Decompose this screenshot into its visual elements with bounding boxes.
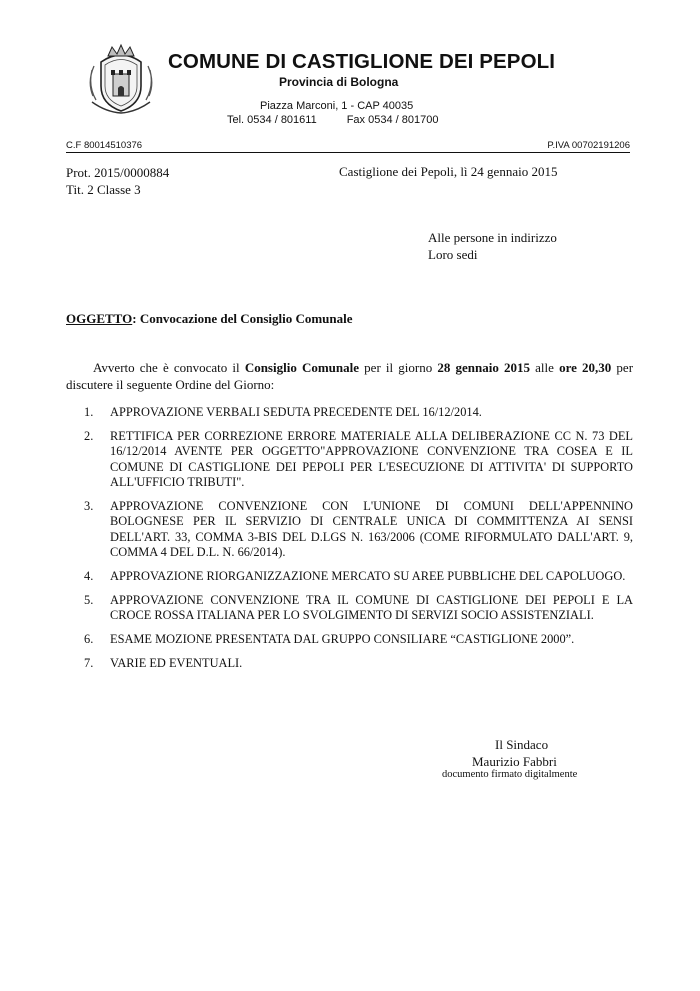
intro-time: ore 20,30 [559,360,612,375]
agenda-number: 2. [84,428,94,443]
agenda-text: APPROVAZIONE VERBALI SEDUTA PRECEDENTE DEL 16/12/2014. [110,405,482,419]
address-line: Piazza Marconi, 1 - CAP 40035 [260,100,414,112]
agenda-item [66,656,633,671]
agenda-text: APPROVAZIONE CONVENZIONE TRA IL COMUNE DI CASTIGLIONE DEI PEPOLI E LA CROCE ROSSA ITALIANA PER LO SVOLGIMENTO DI SERVIZI SOCIO ASSISTENZIALI. [110,593,633,623]
agenda-number: 7. [84,656,94,671]
telephone: Tel. 0534 / 801611 [227,114,317,126]
agenda-item [66,632,633,647]
signature-title: Il Sindaco [495,737,549,752]
agenda-number: 6. [84,632,94,647]
agenda-number: 3. [84,499,94,514]
vat-number: P.IVA 00702191206 [547,140,630,151]
signature-name: Maurizio Fabbri [472,754,557,769]
agenda-text: VARIE ED EVENTUALI. [110,656,243,671]
intro-text-4: per discutere il seguente Ordine del Giorno: [66,360,634,392]
agenda-number: 1. [84,405,94,419]
agenda-number: 5. [84,593,94,608]
intro-text-3: alle [530,360,560,375]
agenda-item [66,429,633,491]
header-divider [66,152,630,153]
agenda-item [66,499,633,561]
recipients-line-2: Loro sedi [428,247,478,262]
classification: Tit. 2 Classe 3 [66,182,141,197]
province-label: Provincia di Bologna [279,75,399,89]
intro-text-2: per il giorno [359,360,438,375]
municipality-title: COMUNE DI CASTIGLIONE DEI PEPOLI [168,50,556,73]
intro-text-1: Avverto che è convocato il [93,360,245,375]
agenda-text: RETTIFICA PER CORREZIONE ERRORE MATERIALE ALLA DELIBERAZIONE CC N. 73 DEL 16/12/2014 AVENTE PER OGGETTO"APPROVAZIONE CONVENZIONE TRA COSEA E IL COMUNE DI CASTIGLIONE DEI PEPOLI PER L'ESECUZIONE DI ATTIVITA' DI SUPPORTO ALL'UFFICIO TRIBUTI". [110,428,633,490]
subject-text: : Convocazione del Consiglio Comunale [132,311,353,326]
recipients [428,229,557,263]
agenda-text: APPROVAZIONE RIORGANIZZAZIONE MERCATO SU AREE PUBBLICHE DEL CAPOLUOGO. [110,569,626,584]
agenda-item [66,593,633,624]
agenda-number: 4. [84,569,94,584]
protocol-number: Prot. 2015/0000884 [66,165,170,180]
intro-council: Consiglio Comunale [244,360,360,375]
agenda-list [66,405,633,680]
fax: Fax 0534 / 801700 [346,114,439,126]
agenda-item [66,405,633,420]
recipients-line-1: Alle persone in indirizzo [428,230,557,245]
municipal-crest-icon [86,42,156,114]
fiscal-code: C.F 80014510376 [66,140,143,151]
intro-date: 28 gennaio 2015 [437,360,531,375]
protocol-block [66,164,169,198]
subject-line [66,311,353,327]
contact-line [227,114,438,126]
agenda-text: ESAME MOZIONE PRESENTATA DAL GRUPPO CONSILIARE “CASTIGLIONE 2000”. [110,632,575,647]
place-date: Castiglione dei Pepoli, lì 24 gennaio 2015 [339,164,558,179]
subject-label: OGGETTO [66,311,133,326]
agenda-item [66,569,633,584]
agenda-text: APPROVAZIONE CONVENZIONE CON L'UNIONE DI COMUNI DELL'APPENNINO BOLOGNESE PER IL SERVIZIO DI CENTRALE UNICA DI COMMITTENZA AI SENSI DELL'ART. 33, COMMA 3-BIS DEL D.LGS N. 163/2006 (COME RIFORMULATO DALL'ART. 9, COMMA 4 DEL D.L. N. 66/2014). [110,499,633,560]
intro-paragraph [66,359,633,393]
signature-note: documento firmato digitalmente [442,769,578,780]
